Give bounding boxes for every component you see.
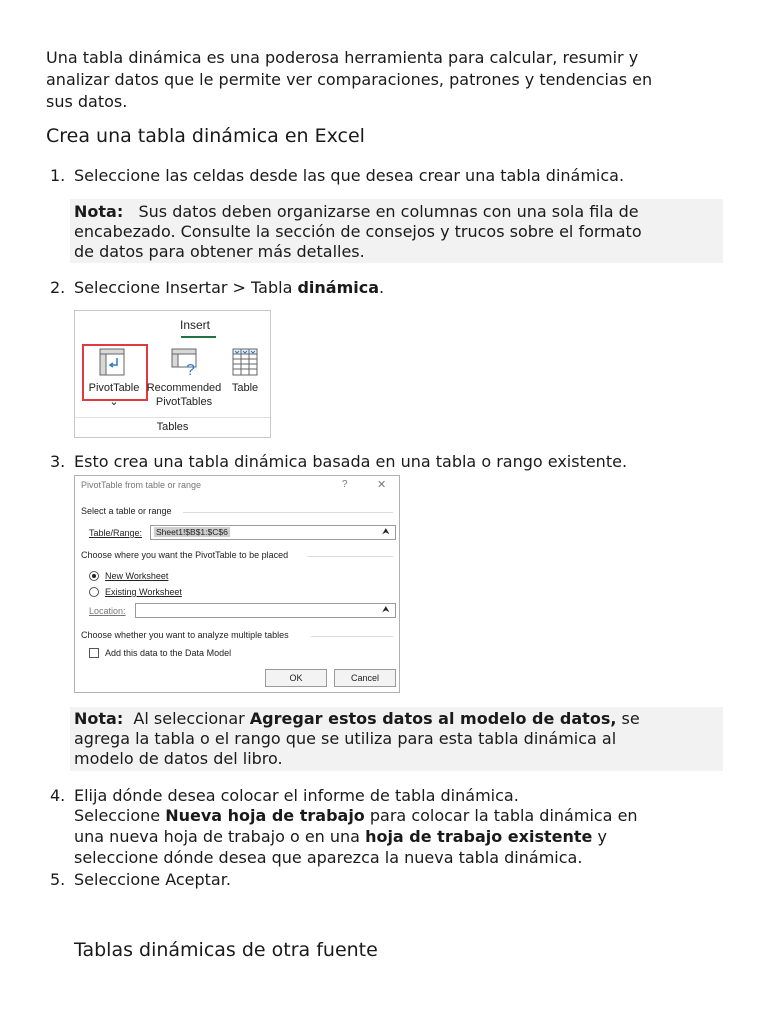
ribbon-group-label: Tables <box>156 421 189 433</box>
subheading: Tablas dinámicas de otra fuente <box>74 939 378 961</box>
dialog-section-select-rule <box>183 512 393 513</box>
insert-tab-underline <box>181 336 216 338</box>
note-1-text-1: Sus datos deben organizarse en columnas con una sola fila de <box>138 202 639 221</box>
table-label[interactable]: Table <box>231 382 259 394</box>
note-1-line-1 <box>74 201 639 222</box>
note-2-label: Nota: <box>74 709 124 728</box>
existing-worksheet-radio[interactable] <box>89 587 99 597</box>
step-4-line-3 <box>74 826 607 847</box>
recommended-pivottables-icon[interactable] <box>171 348 197 376</box>
step-4-line-3-pre: una nueva hoja de trabajo o en una <box>74 827 366 846</box>
step-4-line-2-pre: Seleccione <box>74 806 166 825</box>
step-4-line-4: seleccione dónde desea que aparezca la nueva tabla dinámica. <box>74 848 583 867</box>
step-2-plain: Seleccione Insertar > Tabla <box>74 278 298 297</box>
note-2-line-2: agrega la tabla o el rango que se utiliza para esta tabla dinámica al <box>74 729 617 748</box>
recommended-pivottables-label-2[interactable]: PivotTables <box>155 396 213 408</box>
step-3-text: Esto crea una tabla dinámica basada en una tabla o rango existente. <box>74 452 628 471</box>
pivottable-caret[interactable]: ⌄ <box>109 396 119 408</box>
location-collapse-icon[interactable]: ⮝ <box>382 604 390 614</box>
step-5-number: 5. <box>50 870 66 889</box>
new-worksheet-label[interactable]: New Worksheet <box>105 571 169 581</box>
pivottable-dialog <box>74 475 400 693</box>
note-1-label: Nota: <box>74 202 124 221</box>
dialog-ok-button[interactable]: OK <box>265 669 327 687</box>
note-2-pre: Al seleccionar <box>133 709 250 728</box>
note-2-line-1 <box>74 708 640 729</box>
insert-ribbon <box>74 310 271 438</box>
dialog-section-multiple: Choose whether you want to analyze multiple tables <box>81 630 289 640</box>
step-2-text <box>74 277 384 298</box>
table-icon[interactable] <box>232 348 258 376</box>
note-2-line-3: modelo de datos del libro. <box>74 749 283 768</box>
intro-line-3: sus datos. <box>46 92 128 111</box>
step-2-number: 2. <box>50 278 66 297</box>
dialog-help-button[interactable]: ? <box>342 479 348 490</box>
svg-text:?: ? <box>186 362 195 376</box>
dialog-section-placement-rule <box>307 556 393 557</box>
dialog-close-button[interactable]: ✕ <box>377 479 387 491</box>
section-heading: Crea una tabla dinámica en Excel <box>46 125 365 147</box>
step-4-line-2 <box>74 805 638 826</box>
new-worksheet-radio-dot <box>92 574 96 578</box>
note-2-bold: Agregar estos datos al modelo de datos, <box>249 709 617 728</box>
table-range-collapse-icon[interactable]: ⮝ <box>382 526 390 536</box>
note-1-line-3: de datos para obtener más detalles. <box>74 242 365 261</box>
recommended-pivottables-label-1[interactable]: Recommended <box>146 382 222 394</box>
step-2-end: . <box>379 278 385 297</box>
step-4-line-1: Elija dónde desea colocar el informe de tabla dinámica. <box>74 786 519 805</box>
step-1-number: 1. <box>50 166 66 185</box>
dialog-section-placement: Choose where you want the PivotTable to be placed <box>81 550 289 560</box>
pivottable-icon[interactable] <box>99 348 125 376</box>
step-2-bold: dinámica <box>297 278 380 297</box>
table-range-value[interactable]: Sheet1!$B$1:$C$6 <box>156 527 228 537</box>
add-data-model-checkbox[interactable] <box>89 648 99 658</box>
note-1-line-2: encabezado. Consulte la sección de consejos y trucos sobre el formato <box>74 222 642 241</box>
pivottable-label[interactable]: PivotTable <box>88 382 140 394</box>
location-input[interactable] <box>135 603 396 618</box>
step-3-number: 3. <box>50 452 66 471</box>
dialog-title: PivotTable from table or range <box>81 480 202 490</box>
step-4-line-2-bold: Nueva hoja de trabajo <box>165 806 365 825</box>
table-range-label: Table/Range: <box>89 528 143 538</box>
step-4-line-2-post: para colocar la tabla dinámica en <box>364 806 638 825</box>
step-4-line-3-bold: hoja de trabajo existente <box>365 827 593 846</box>
intro-line-1: Una tabla dinámica es una poderosa herramienta para calcular, resumir y <box>46 48 639 67</box>
intro-line-2: analizar datos que le permite ver comparaciones, patrones y tendencias en <box>46 70 653 89</box>
location-label: Location: <box>89 606 126 616</box>
step-4-line-3-post: y <box>592 827 607 846</box>
note-2-post: se <box>616 709 640 728</box>
dialog-section-select: Select a table or range <box>81 506 172 516</box>
insert-tab[interactable]: Insert <box>180 318 211 332</box>
add-data-model-label[interactable]: Add this data to the Data Model <box>105 648 232 658</box>
ribbon-group-separator <box>75 417 270 418</box>
step-4-number: 4. <box>50 786 66 805</box>
dialog-section-multiple-rule <box>311 636 393 637</box>
step-1-text: Seleccione las celdas desde las que desea crear una tabla dinámica. <box>74 166 625 185</box>
existing-worksheet-label[interactable]: Existing Worksheet <box>105 587 182 597</box>
dialog-cancel-button[interactable]: Cancel <box>334 669 396 687</box>
step-5-text: Seleccione Aceptar. <box>74 870 231 889</box>
